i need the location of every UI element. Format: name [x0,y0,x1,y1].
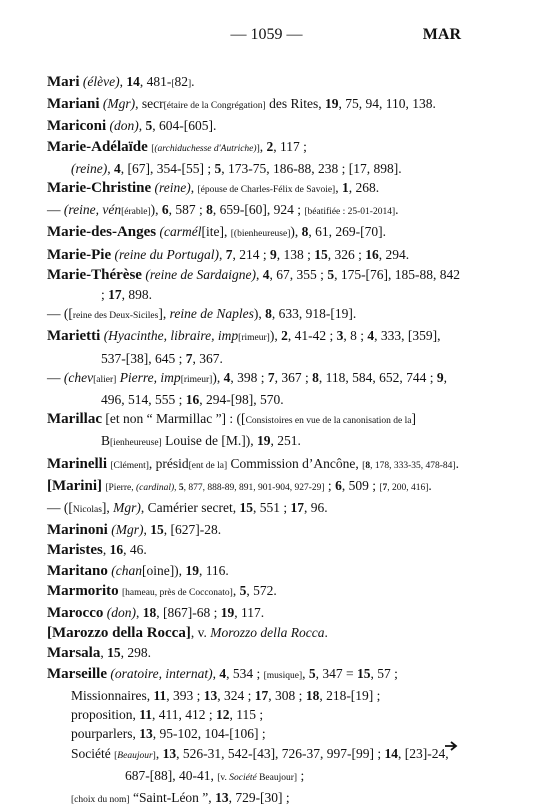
page-header [0,26,533,46]
page-number: — 1059 — [230,26,303,43]
index-entry: Maristes, 16, 46. [47,542,147,559]
index-entry: Marie-Pie (reine du Portugal), 7, 214 ; 9, 138 ; 15, 326 ; 16, 294. [47,246,410,263]
index-entry: Marie-des-Anges (carmél[ite], [(bienheureuse]), 8, 61, 269-[70]. [47,224,386,241]
index-entry: Mariani (Mgr), secr[étaire de la Congrégation] des Rites, 19, 75, 94, 110, 138. [47,96,436,113]
index-entry: Marie-Thérèse (reine de Sardaigne), 4, 67, 355 ; 5, 175-[76], 185-88, 842 ; 17, 898. [47,266,461,303]
running-head: MAR [422,26,461,43]
index-entry: [Marini] [Pierre, (cardinal), 5, 877, 888-89, 891, 901-904, 927-29] ; 6, 509 ; [7, 200, 416]. [47,477,432,494]
index-entry: Marsala, 15, 298. [47,645,151,662]
index-entry: Marinoni (Mgr), 15, [627]-28. [47,522,222,539]
index-entry: pourparlers, 13, 95-102, 104-[106] ; [71,726,266,742]
right-arrow-icon [444,740,458,752]
index-entry: Marocco (don), 18, [867]-68 ; 19, 117. [47,605,265,622]
index-entry: Maritano (chan[oine]), 19, 116. [47,562,229,579]
index-entry: [choix du nom] “Saint-Léon ”, 13, 729-[30] ; [71,789,290,805]
index-entry: Marmorito [hameau, près de Cocconato], 5, 572. [47,582,277,599]
index-entry: proposition, 11, 411, 412 ; 12, 115 ; [71,707,264,723]
index-entry: Marie-Christine (reine), [épouse de Charles-Félix de Savoie], 1, 268. [47,180,380,197]
index-entry: [Marozzo della Rocca], v. Morozzo della Rocca. [47,625,328,642]
index-entry: — ([Nicolas], Mgr), Camérier secret, 15, 551 ; 17, 96. [47,500,328,516]
index-entry: (reine), 4, [67], 354-[55] ; 5, 173-75, 186-88, 238 ; [17, 898]. [71,160,402,176]
index-entry: — (chev[alier] Pierre, imp[rimeur]), 4, 398 ; 7, 367 ; 8, 118, 584, 652, 744 ; 9, 496, 514, 555 ; 16, 294-[98], 570. [47,369,447,408]
index-entry: — (reine, vén[érable]), 6, 587 ; 8, 659-[60], 924 ; [béatifiée : 25-01-2014]. [47,202,399,218]
index-entry: Mari (élève), 14, 481-[82]. [47,74,195,90]
index-entry: Société [Beaujour], 13, 526-31, 542-[43], 726-37, 997-[99] ; 14, [23]-24, 687-[88], 40-41, [v. Société Beaujour] ; [71,745,449,783]
index-entry: Marillac [et non “ Marmillac ”] : ([Consistoires en vue de la canonisation de la] B[ienheureuse] Louise de [M.]), 19, 251. [47,411,417,449]
index-entry: Missionnaires, 11, 393 ; 13, 324 ; 17, 308 ; 18, 218-[19] ; [71,687,381,703]
index-entry: — ([reine des Deux-Siciles], reine de Naples), 8, 633, 918-[19]. [47,306,357,322]
index-entry: Marietti (Hyacinthe, libraire, imp[rimeur]), 2, 41-42 ; 3, 8 ; 4, 333, [359], 537-[38], 645 ; 7, 367. [47,328,441,366]
index-entry: Marinelli [Clément], présid[ent de la] Commission d’Ancône, [8, 178, 333-35, 478-84]. [47,455,459,472]
index-entry: Mariconi (don), 5, 604-[605]. [47,118,217,135]
index-entry: Marie-Adélaïde [(archiduchesse d'Autriche)], 2, 117 ; [47,138,307,155]
index-entries [47,72,467,810]
index-entry: Marseille (oratoire, internat), 4, 534 ; [musique], 5, 347 = 15, 57 ; [47,665,398,682]
